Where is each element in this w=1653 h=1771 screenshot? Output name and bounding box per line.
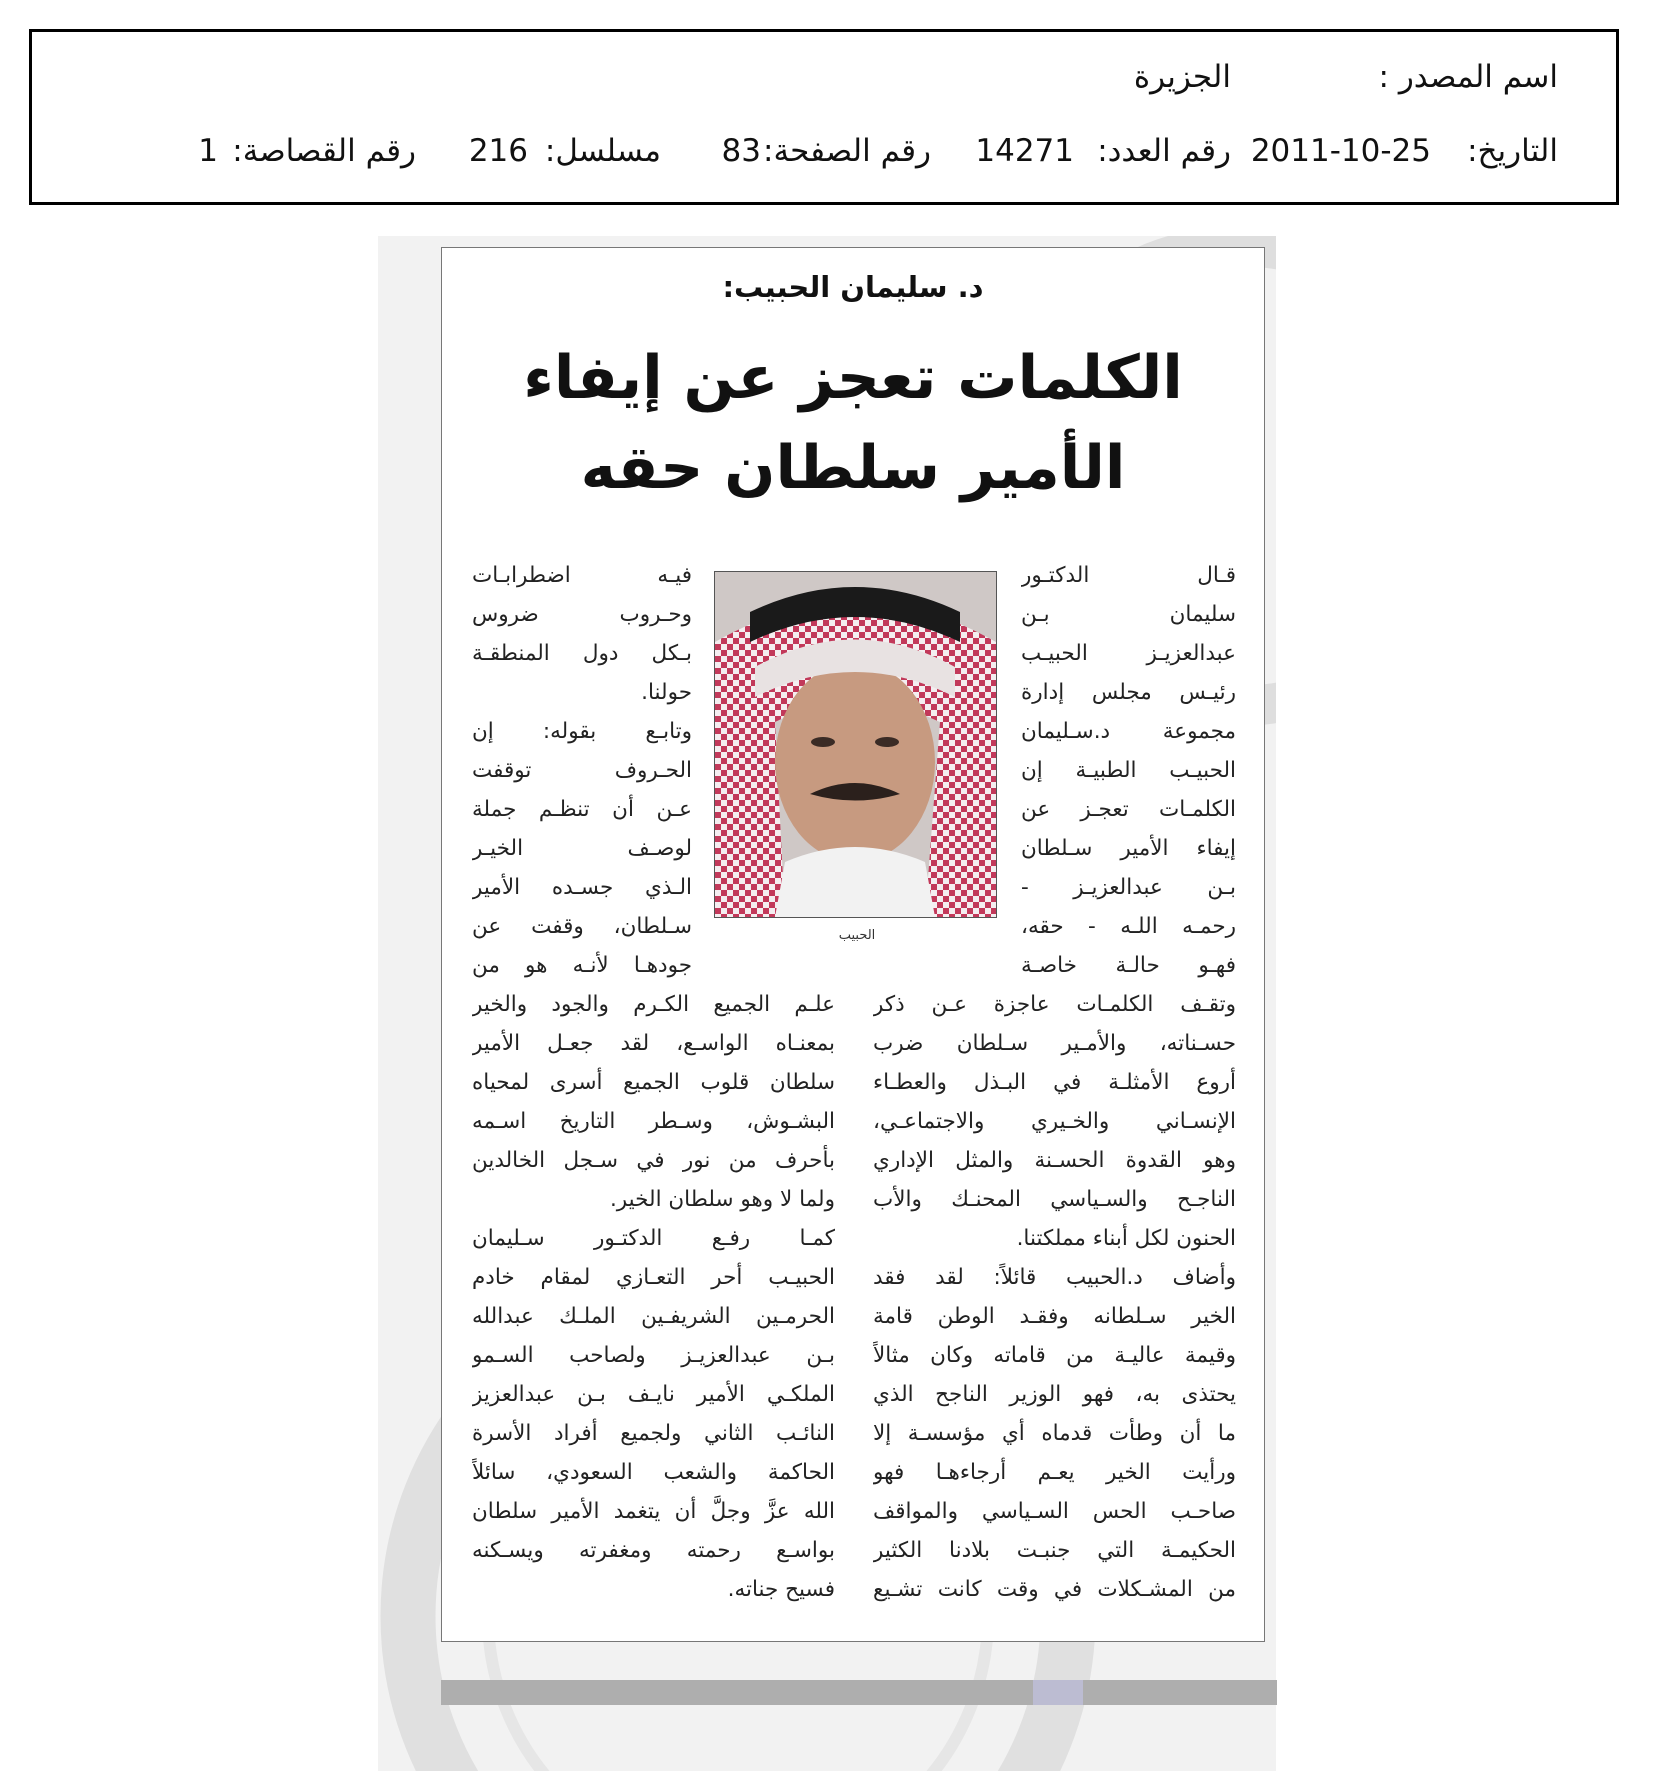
article-text-line: فسيح جناته.: [727, 1577, 835, 1602]
article-text-line: رحمـه اللـه - حقه،: [1021, 914, 1236, 939]
headline-line-2: الأمير سلطان حقه: [580, 433, 1126, 503]
column-left-bottom: [472, 985, 835, 1609]
article-text-line: الحبيـب الطبيـة إن: [1021, 758, 1236, 783]
article-text-line: الكلمـات تعجـز عن: [1021, 797, 1236, 822]
page-label: رقم الصفحة:: [763, 133, 931, 169]
article-text-line: الخير سـلطانه وفقـد الوطن قامة: [873, 1304, 1236, 1329]
article-text-line: كمـا رفـع الدكتـور سـليمان: [472, 1226, 835, 1251]
article-text-line: ولما لا وهو سلطان الخير.: [609, 1187, 835, 1212]
issue-value: 14271: [975, 133, 1074, 169]
article-text-line: الـذي جسـده الأمير: [472, 875, 692, 900]
article-text-line: ورأيت الخير يعـم أرجاءهـا فهو: [873, 1460, 1236, 1485]
article-text-line: وأضاف د.الحبيب قائلاً: لقد فقد: [873, 1265, 1236, 1290]
newspaper-article: [441, 247, 1265, 1642]
article-text-line: وقيمة عاليـة من قاماته وكان مثالاً: [873, 1343, 1236, 1368]
article-text-line: الحاكمة والشعب السعودي، سائلاً: [472, 1460, 835, 1485]
article-text-line: لوصـف الخيـر: [472, 836, 692, 861]
article-kicker: د. سليمان الحبيب:: [722, 270, 984, 304]
article-text-line: بواسـع رحمته ومغفرته ويسـكنه: [472, 1538, 835, 1563]
article-text-line: النائـب الثاني ولجميع أفراد الأسرة: [472, 1421, 835, 1446]
article-text-line: وتابـع بقوله: إن: [472, 719, 692, 744]
article-text-line: مجموعة د.سـليمان: [1021, 719, 1236, 744]
column-left-top: [472, 556, 692, 985]
source-label: اسم المصدر :: [1378, 59, 1558, 95]
article-text-line: سلطان قلوب الجميع أسرى لمحياه: [472, 1070, 835, 1095]
article-text-line: وحـروب ضروس: [472, 602, 692, 627]
article-text-line: الإنسـاني والخـيري والاجتماعـي،: [873, 1109, 1236, 1134]
article-text-line: يحتذى به، فهو الوزير الناجح الذي: [873, 1382, 1236, 1407]
clip-number-value: 1: [198, 133, 218, 169]
article-text-line: بأحرف من نور في سـجل الخالدين: [472, 1148, 835, 1173]
column-right-top: [1021, 556, 1236, 985]
article-text-line: عبدالعزيـز الحبيـب: [1021, 641, 1236, 666]
article-text-line: فيـه اضطرابـات: [472, 563, 692, 588]
article-text-line: عـن أن تنظـم جملة: [472, 797, 692, 822]
article-text-line: جودهـا لأنـه هو من: [472, 953, 692, 978]
article-text-line: أروع الأمثلـة في البـذل والعطـاء: [873, 1070, 1236, 1095]
article-text-line: صاحـب الحس السـياسي والمواقف: [873, 1499, 1236, 1524]
article-text-line: رئيـس مجلس إدارة: [1021, 680, 1236, 705]
article-text-line: الحرمـين الشريفـين الملـك عبدالله: [472, 1304, 835, 1329]
source-value: الجزيرة: [1133, 59, 1231, 95]
article-text-line: البشـوش، وسـطر التاريخ اسـمه: [472, 1109, 835, 1134]
article-text-line: علـم الجميع الكـرم والجود والخير: [472, 992, 835, 1017]
bottom-bar-segment: [1033, 1680, 1083, 1705]
author-photo: [714, 571, 997, 918]
article-text-line: قـال الدكتـور: [1021, 563, 1236, 588]
serial-label: مسلسل:: [544, 133, 661, 169]
article-text-line: من المشـكلات في وقت كانت تشـيع: [873, 1577, 1236, 1602]
article-text-line: الملكـي الأمير نايـف بـن عبدالعزيز: [472, 1382, 835, 1407]
article-text-line: الناجـح والسـياسي المحنـك والأب: [873, 1187, 1236, 1212]
headline-line-1: الكلمات تعجز عن إيفاء: [523, 343, 1183, 413]
article-text-line: وتقـف الكلمـات عاجزة عـن ذكر: [873, 992, 1236, 1017]
metadata-row-source: [32, 54, 1616, 100]
article-text-line: الحنون لكل أبناء مملكتنا.: [1016, 1226, 1236, 1251]
date-value: 2011-10-25: [1250, 133, 1431, 169]
article-text-line: سـلطان، وقفت عن: [472, 914, 692, 939]
article-text-line: إيفاء الأمير سـلطان: [1021, 836, 1236, 861]
column-right-bottom: [873, 985, 1236, 1609]
article-text-line: الله عزَّ وجلَّ أن يتغمد الأمير سلطان: [472, 1499, 835, 1524]
article-text-line: ما أن وطأت قدماه أي مؤسسـة إلا: [873, 1421, 1236, 1446]
article-text-line: بمعنـاه الواسـع، لقد جعـل الأمير: [472, 1031, 835, 1056]
clip-number-label: رقم القصاصة:: [232, 133, 416, 169]
article-text-line: الحـروف توقفت: [472, 758, 692, 783]
metadata-row-details: [32, 128, 1616, 174]
article-text-line: حسـناته، والأمـير سـلطان ضرب: [873, 1031, 1236, 1056]
issue-label: رقم العدد:: [1097, 133, 1231, 169]
article-text-line: وهو القدوة الحسـنة والمثل الإداري: [873, 1148, 1236, 1173]
serial-value: 216: [468, 133, 528, 169]
article-text-line: سليمان بـن: [1021, 602, 1236, 627]
date-label: التاريخ:: [1467, 133, 1558, 169]
article-text-line: الحبيـب أحر التعـازي لمقام خادم: [472, 1265, 835, 1290]
photo-caption: الحبيب: [838, 928, 876, 943]
article-text-line: الحكيمـة التي جنبـت بلادنا الكثير: [873, 1538, 1236, 1563]
article-text-line: بـكل دول المنطقـة: [472, 641, 692, 666]
clipping-metadata-box: [29, 29, 1619, 205]
article-text-line: حولنا.: [641, 680, 692, 705]
article-text-line: بـن عبدالعزيـز -: [1021, 875, 1236, 900]
article-text-line: فهـو حالـة خاصـة: [1021, 953, 1236, 978]
article-text-line: بـن عبدالعزيـز ولصاحب السـمو: [472, 1343, 835, 1368]
page-value: 83: [721, 133, 761, 169]
clipping-bottom-bar: [441, 1680, 1277, 1705]
